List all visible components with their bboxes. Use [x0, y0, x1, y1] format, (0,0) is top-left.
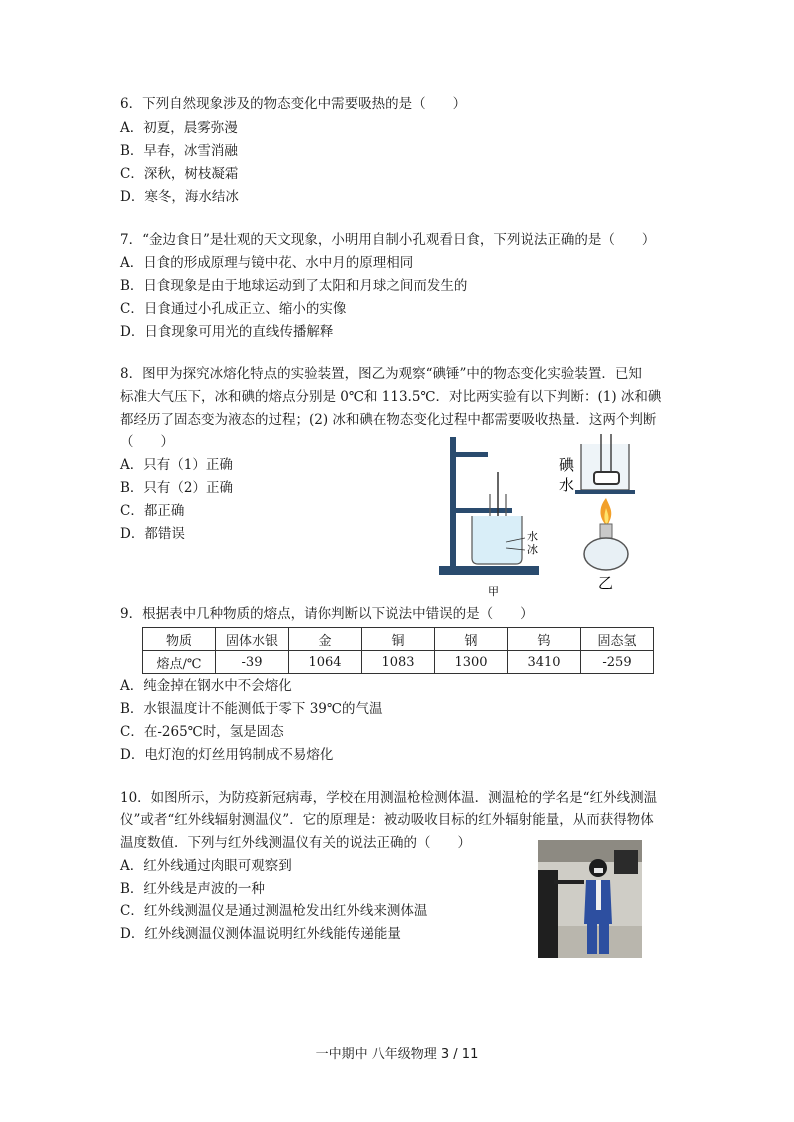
table-row	[143, 651, 654, 674]
figure-yi-iodine-hammer-apparatus	[553, 432, 653, 592]
table-cell: 1064	[289, 651, 362, 674]
q6-stem: 6．下列自然现象涉及的物态变化中需要吸热的是（ ）	[120, 96, 467, 112]
q7-option-b: B．日食现象是由于地球运动到了太阳和月球之间而发生的	[120, 278, 468, 294]
q8-stem-line-2: 标准大气压下，冰和碘的熔点分别是 0℃和 113.5℃．对比两实验有以下判断：(1) 冰和碘	[120, 389, 662, 405]
label-water-yi: 水	[559, 476, 575, 494]
q9-option-b: B．水银温度计不能测低于零下 39℃的气温	[120, 701, 383, 717]
q9-option-d: D．电灯泡的灯丝用钨制成不易熔化	[120, 747, 334, 763]
q10-option-c: C．红外线测温仪是通过测温枪发出红外线来测体温	[120, 903, 428, 919]
lamp-wick-holder	[600, 524, 612, 538]
alcohol-lamp	[584, 538, 628, 570]
q6-option-c: C．深秋，树枝凝霜	[120, 166, 239, 182]
q8-stem-line-1: 8．图甲为探究冰熔化特点的实验装置，图乙为观察“碘锤”中的物态变化实验装置．已知	[120, 366, 642, 382]
label-ice: 冰	[527, 543, 538, 556]
q10-stem-line-2: 仪”或者“红外线辐射测温仪”．它的原理是：被动吸收目标的红外辐射能量，从而获得物体	[120, 812, 654, 828]
q8-option-b: B．只有（2）正确	[120, 480, 234, 496]
table-header-cell: 铜	[362, 628, 435, 651]
q9-option-a: A．纯金掉在钢水中不会熔化	[120, 678, 292, 694]
melting-point-table	[142, 627, 654, 674]
q7-option-c: C．日食通过小孔成正立、缩小的实像	[120, 301, 347, 317]
iodine-hammer-bulb	[594, 472, 619, 484]
q10-option-b: B．红外线是声波的一种	[120, 881, 265, 897]
q7-option-d: D．日食现象可用光的直线传播解释	[120, 324, 334, 340]
q10-stem-line-3: 温度数值．下列与红外线测温仪有关的说法正确的（ ）	[120, 835, 471, 851]
upper-clamp	[450, 452, 488, 457]
lower-clamp	[450, 508, 512, 513]
stand-base	[439, 566, 539, 575]
temperature-check-photo	[538, 840, 642, 958]
q6-option-a: A．初夏，晨雾弥漫	[120, 120, 238, 136]
table-header-row	[143, 628, 654, 651]
q8-stem-line-3: 都经历了固态变为液态的过程；(2) 冰和碘在物态变化过程中都需要吸收热量．这两个判断	[120, 412, 657, 428]
label-water-jia: 水	[527, 530, 538, 543]
wall-screen	[614, 850, 638, 874]
table-cell: 1083	[362, 651, 435, 674]
figure-jia-ice-melting-apparatus	[432, 432, 552, 602]
label-yi: 乙	[598, 574, 614, 592]
page-footer: 一中期中 八年级物理 3 / 11	[315, 1047, 479, 1062]
table-header-cell: 钢	[435, 628, 508, 651]
q8-option-d: D．都错误	[120, 526, 185, 542]
q8-option-a: A．只有（1）正确	[120, 457, 233, 473]
student-leg-left	[587, 924, 597, 954]
table-cell: 1300	[435, 651, 508, 674]
q10-option-d: D．红外线测温仪测体温说明红外线能传递能量	[120, 926, 401, 942]
q7-option-a: A．日食的形成原理与镜中花、水中月的原理相同	[120, 255, 414, 271]
table-header-cell: 金	[289, 628, 362, 651]
table-header-cell: 物质	[143, 628, 216, 651]
jacket-stripe	[596, 880, 601, 910]
table-cell: 熔点/℃	[143, 651, 216, 674]
table-header-cell: 钨	[508, 628, 581, 651]
q10-stem-line-1: 10．如图所示，为防疫新冠病毒，学校在用测温枪检测体温．测温枪的学名是“红外线测温	[120, 790, 658, 806]
table-cell: -39	[216, 651, 289, 674]
label-jia: 甲	[488, 585, 499, 598]
table-cell: 3410	[508, 651, 581, 674]
student-mask	[594, 868, 603, 873]
q6-option-b: B．早春，冰雪消融	[120, 143, 238, 159]
q9-stem: 9．根据表中几种物质的熔点，请你判断以下说法中错误的是（ ）	[120, 606, 534, 622]
q8-option-c: C．都正确	[120, 503, 185, 519]
table-header-cell: 固态氢	[581, 628, 654, 651]
q6-option-d: D．寒冬，海水结冰	[120, 189, 239, 205]
label-iodine: 碘	[559, 456, 575, 474]
table-cell: -259	[581, 651, 654, 674]
student-leg-right	[599, 924, 609, 954]
thermometer-gun	[554, 880, 584, 884]
q9-option-c: C．在-265℃时，氢是固态	[120, 724, 284, 740]
q8-stem-line-4: （ ）	[120, 434, 174, 450]
table-header-cell: 固体水银	[216, 628, 289, 651]
tripod-plate	[575, 490, 635, 494]
q7-stem: 7．“金边食日”是壮观的天文现象，小明用自制小孔观看日食，下列说法正确的是（ ）	[120, 232, 656, 248]
q10-option-a: A．红外线通过肉眼可观察到	[120, 858, 292, 874]
